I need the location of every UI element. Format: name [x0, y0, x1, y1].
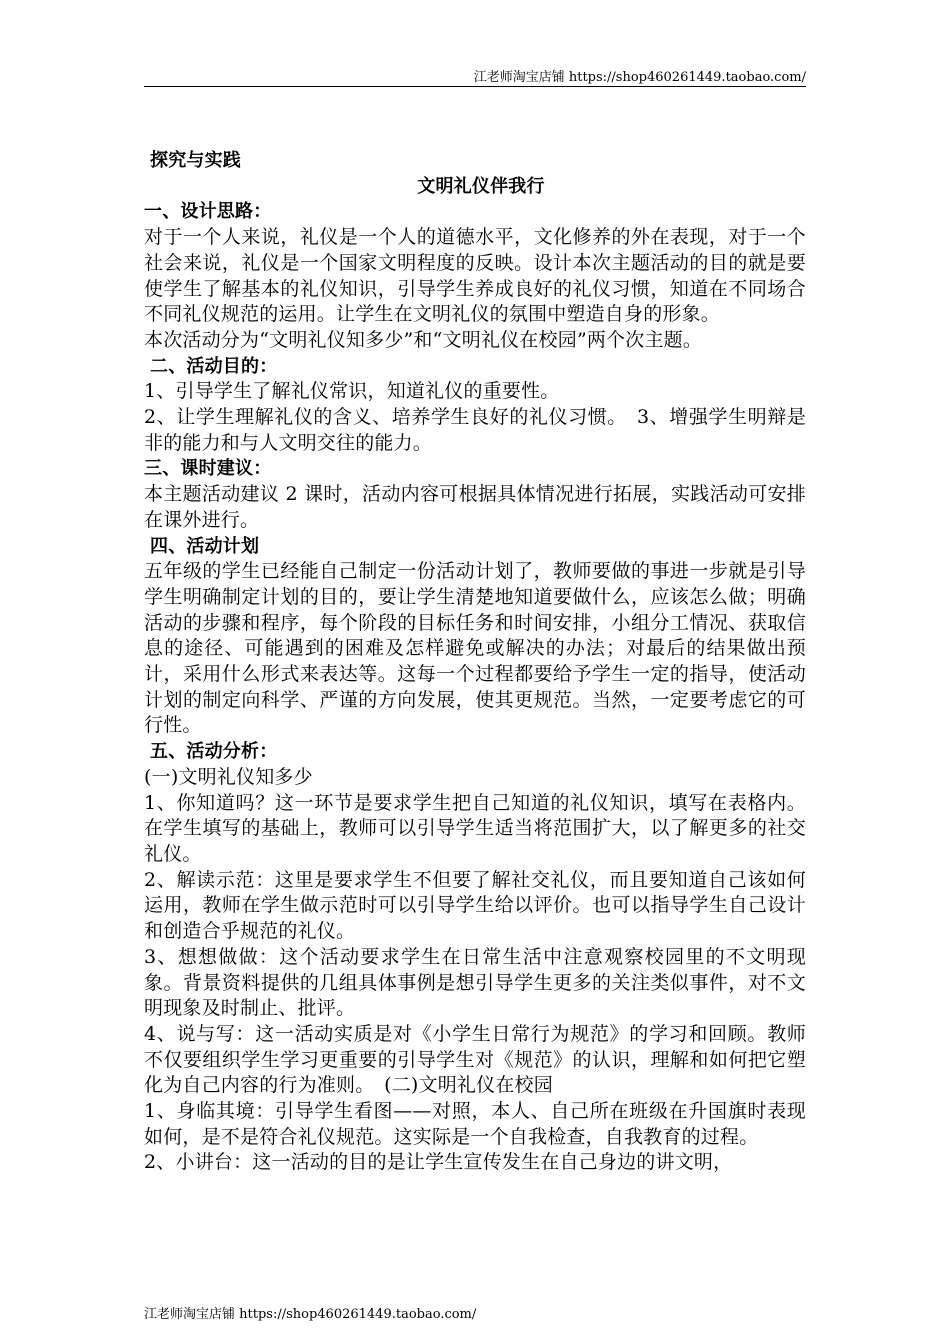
document-body	[144, 148, 806, 1176]
heading-lesson-suggestion: 三、课时建议：	[144, 458, 272, 480]
paragraph-analysis-4: 4、说与写：这一活动实质是对《小学生日常行为规范》的学习和回顾。教师不仅要组织学生学习更重要的引导学生对《规范》的认识，理解和如何把它塑化为自己内容的行为准则。 (二)文明礼仪在校园	[144, 1022, 806, 1097]
paragraph-analysis-3: 3、想想做做：这个活动要求学生在日常生活中注意观察校园里的不文明现象。背景资料提供的几组具体事例是想引导学生更多的关注类似事件，对不文明现象及时制止、批评。	[144, 945, 806, 1020]
header-divider	[144, 86, 806, 87]
paragraph-lesson-suggestion: 本主题活动建议 2 课时，活动内容可根据具体情况进行拓展，实践活动可安排在课外进行。	[144, 483, 806, 531]
paragraph-analysis-2: 2、解读示范：这里是要求学生不但要了解社交礼仪，而且要知道自己该如何运用，教师在学生做示范时可以引导学生给以评价。也可以指导学生自己设计和创造合乎规范的礼仪。	[144, 868, 806, 943]
heading-activity-plan: 四、活动计划	[150, 535, 260, 557]
paragraph-sub-themes: 本次活动分为“文明礼仪知多少”和“文明礼仪在校园”两个次主题。	[144, 328, 703, 351]
paragraph-subtheme-1: (一)文明礼仪知多少	[144, 765, 313, 788]
paragraph-analysis-5: 1、身临其境：引导学生看图——对照，本人、自己所在班级在升国旗时表现如何，是不是符合礼仪规范。这实际是一个自我检查，自我教育的过程。	[144, 1100, 806, 1148]
paragraph-design-ideas: 对于一个人来说，礼仪是一个人的道德水平，文化修养的外在表现，对于一个社会来说，礼仪是一个国家文明程度的反映。设计本次主题活动的目的就是要使学生了解基本的礼仪知识，引导学生养成良好的礼仪习惯，知道在不同场合不同礼仪规范的运用。让学生在文明礼仪的氛围中塑造自身的形象。	[144, 226, 806, 326]
page-footer-text: 江老师淘宝店铺 https://shop460261449.taobao.com/	[144, 1307, 477, 1322]
paragraph-activity-plan: 五年级的学生已经能自己制定一份活动计划了，教师要做的事进一步就是引导学生明确制定计划的目的，要让学生清楚地知道要做什么，应该怎么做；明确活动的步骤和程序，每个阶段的目标任务和时间安排，小组分工情况、获取信息的途径、可能遇到的困难及怎样避免或解决的办法；对最后的结果做出预计，采用什么形式来表达等。这每一个过程都要给予学生一定的指导，使活动计划的制定向科学、严谨的方向发展，使其更规范。当然，一定要考虑它的可行性。	[144, 560, 806, 737]
page-header-text: 江老师淘宝店铺 https://shop460261449.taobao.com/	[473, 70, 806, 85]
heading-activity-analysis: 五、活动分析：	[150, 741, 278, 763]
paragraph-analysis-6: 2、小讲台：这一活动的目的是让学生宣传发生在自己身边的讲文明，	[144, 1151, 733, 1174]
section-label: 探究与实践	[150, 150, 241, 171]
paragraph-goal-2-3: 2、让学生理解礼仪的含义、培养学生良好的礼仪习惯。 3、增强学生明辩是非的能力和与人文明交往的能力。	[144, 406, 806, 454]
paragraph-analysis-1: 1、你知道吗？这一环节是要求学生把自己知道的礼仪知识，填写在表格内。在学生填写的基础上，教师可以引导学生适当将范围扩大，以了解更多的社交礼仪。	[144, 791, 806, 865]
paragraph-goal-1: 1、引导学生了解礼仪常识，知道礼仪的重要性。	[144, 380, 560, 403]
document-title: 文明礼仪伴我行	[417, 175, 545, 197]
heading-activity-goals: 二、活动目的：	[150, 355, 278, 377]
heading-design-ideas: 一、设计思路：	[144, 201, 272, 223]
